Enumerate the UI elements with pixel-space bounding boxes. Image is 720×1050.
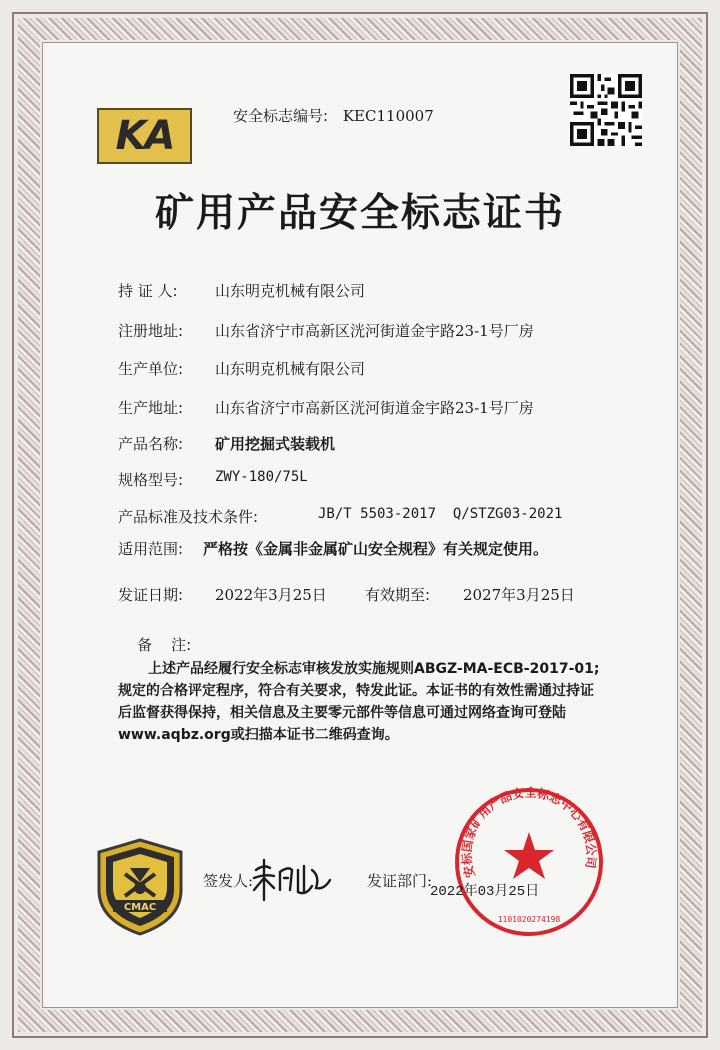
holder-value: 山东明克机械有限公司: [215, 282, 366, 300]
ka-logo: KA: [97, 108, 192, 164]
svg-text:CMAC: CMAC: [123, 902, 157, 913]
model-value: ZWY-180/75L: [215, 469, 308, 485]
producer-label: 生产单位:: [118, 360, 184, 378]
cert-number: [233, 105, 434, 126]
product-row: [118, 433, 183, 454]
standard-label: 产品标准及技术条件:: [118, 508, 259, 526]
prod-address-row: [118, 397, 183, 418]
remark-label: 备 注:: [137, 636, 192, 654]
scope-label: 适用范围:: [118, 540, 184, 558]
holder-label: 持 证 人:: [118, 282, 178, 300]
reg-address-label: 注册地址:: [118, 322, 184, 340]
dept-label: 发证部门:: [367, 872, 433, 890]
cert-number-value: KEC110007: [342, 107, 434, 125]
signer-label: 签发人:: [203, 872, 254, 890]
handwritten-signature: [250, 856, 334, 904]
statement-text: 上述产品经履行安全标志审核发放实施规则ABGZ-MA-ECB-2017-01;规定的合格评定程序，符合有关要求，特发此证。本证书的有效性需通过持证后监督获得保持，相关信息及主要零元部件等信息可通过网络查询可登陆www.aqbz.org或扫描本证书二维码查询。: [118, 661, 600, 743]
cmac-shield-icon: [97, 838, 183, 936]
model-row: [118, 469, 183, 490]
product-label: 产品名称:: [118, 435, 184, 453]
issue-value: 2022年3月25日: [215, 586, 327, 604]
producer-value: 山东明克机械有限公司: [215, 360, 366, 378]
holder-row: [118, 280, 178, 301]
valid-value: 2027年3月25日: [463, 586, 575, 604]
scope-value: 严格按《金属非金属矿山安全规程》有关规定使用。: [203, 540, 549, 558]
prod-address-value: 山东省济宁市高新区洸河街道金宇路23-1号厂房: [215, 399, 534, 417]
issue-date: 2022年03月25日: [430, 884, 540, 900]
qr-code-icon: [570, 74, 642, 146]
standard-row: [118, 506, 258, 527]
issue-row: [118, 584, 183, 605]
certificate-statement: [118, 658, 600, 746]
certificate-title: 矿用产品安全标志证书: [154, 191, 565, 236]
prod-address-label: 生产地址:: [118, 399, 184, 417]
scope-row: [118, 538, 183, 559]
svg-text:安标国家矿用产品安全标志中心有限公司: 安标国家矿用产品安全标志中心有限公司: [459, 785, 599, 880]
reg-address-value: 山东省济宁市高新区洸河街道金宇路23-1号厂房: [215, 322, 534, 340]
cert-number-label: 安全标志编号:: [233, 107, 329, 125]
svg-text:1101020274198: 1101020274198: [497, 915, 561, 924]
valid-label: 有效期至:: [365, 586, 431, 604]
reg-address-row: [118, 320, 183, 341]
issue-label: 发证日期:: [118, 586, 184, 604]
model-label: 规格型号:: [118, 471, 184, 489]
standard-value: JB/T 5503-2017 Q/STZG03-2021: [318, 506, 563, 522]
producer-row: [118, 358, 183, 379]
product-value: 矿用挖掘式装载机: [215, 435, 336, 453]
official-red-seal: [451, 784, 607, 940]
